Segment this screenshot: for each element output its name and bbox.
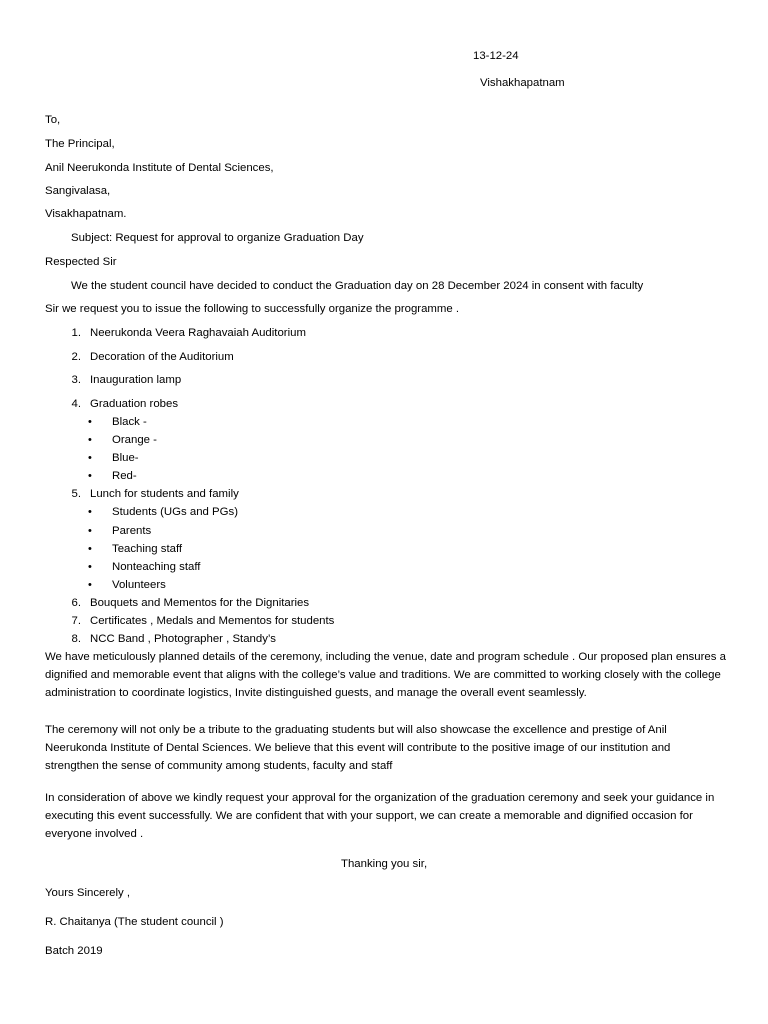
list-number: 5. — [71, 488, 81, 500]
bullet-text: Nonteaching staff — [112, 561, 201, 573]
letter-subject: Subject: Request for approval to organize Graduation Day — [71, 232, 364, 244]
bullet-text: Teaching staff — [112, 543, 183, 555]
bullet-text: Volunteers — [112, 579, 166, 591]
robe-bullet-item — [0, 451, 768, 465]
list-item-text: Certificates , Medals and Mementos for students — [90, 615, 335, 627]
address-line-principal: The Principal, — [45, 138, 115, 150]
list-item — [0, 397, 768, 411]
bullet-icon: • — [88, 543, 92, 555]
letter-salutation: Respected Sir — [45, 256, 117, 268]
robe-bullet-item — [0, 415, 768, 429]
body-paragraph-request: In consideration of above we kindly request your approval for the organization of the graduation ceremony and seek your guidance in executing this event successfully. We are confident that with your support, we can create a memorable and dignified occasion for everyone involved . — [45, 792, 715, 841]
bullet-text: Parents — [112, 525, 152, 537]
lunch-bullet-item — [0, 578, 768, 592]
body-paragraph-plan: We have meticulously planned details of the ceremony, including the venue, date and program schedule . Our proposed plan ensures a dignified and memorable event that aligns with the college’s value and traditions. We are committed to working closely with the college administration to coordinate logistics, Invite distinguished guests, and manage the overall event seamlessly. — [45, 651, 726, 700]
address-to: To, — [45, 114, 61, 126]
intro-line-1: We the student council have decided to conduct the Graduation day on 28 December 2024 in consent with faculty — [71, 280, 644, 292]
list-number: 1. — [71, 327, 81, 339]
list-item-text: Bouquets and Mementos for the Dignitaries — [90, 597, 310, 609]
intro-line-2: Sir we request you to issue the following to successfully organize the programme . — [45, 303, 460, 315]
bullet-icon: • — [88, 579, 92, 591]
closing-thanks: Thanking you sir, — [341, 858, 428, 870]
bullet-icon: • — [88, 416, 92, 428]
list-number: 7. — [71, 615, 81, 627]
signatory-name: R. Chaitanya (The student council ) — [45, 916, 224, 928]
bullet-text: Orange - — [112, 434, 157, 446]
closing-signoff: Yours Sincerely , — [45, 887, 131, 899]
list-item — [0, 326, 768, 340]
list-item — [0, 350, 768, 364]
list-item — [0, 487, 768, 501]
address-line-institute: Anil Neerukonda Institute of Dental Sciences, — [45, 162, 274, 174]
list-number: 4. — [71, 398, 81, 410]
bullet-icon: • — [88, 506, 92, 518]
list-item-text: NCC Band , Photographer , Standy’s — [90, 633, 276, 645]
letter-place: Vishakhapatnam — [480, 77, 565, 89]
list-item — [0, 632, 768, 646]
bullet-icon: • — [88, 525, 92, 537]
lunch-bullet-item — [0, 542, 768, 556]
list-item-text: Neerukonda Veera Raghavaiah Auditorium — [90, 327, 306, 339]
list-number: 6. — [71, 597, 81, 609]
list-item-text: Inauguration lamp — [90, 374, 182, 386]
body-paragraph-tribute: The ceremony will not only be a tribute to the graduating students but will also showcase the excellence and prestige of Anil Neerukonda Institute of Dental Sciences. We believe that this event will contribute to the positive image of our institution and strengthen the sense of community among students, faculty and staff — [45, 724, 671, 773]
letter-date: 13-12-24 — [473, 50, 519, 62]
list-item — [0, 373, 768, 387]
bullet-icon: • — [88, 470, 92, 482]
list-item-text: Lunch for students and family — [90, 488, 239, 500]
lunch-bullet-item — [0, 505, 768, 519]
bullet-text: Black - — [112, 416, 147, 428]
list-item — [0, 614, 768, 628]
bullet-text: Blue- — [112, 452, 139, 464]
lunch-bullet-item — [0, 560, 768, 574]
list-item-text: Graduation robes — [90, 398, 179, 410]
bullet-text: Red- — [112, 470, 137, 482]
address-line-area: Sangivalasa, — [45, 185, 111, 197]
list-number: 2. — [71, 351, 81, 363]
robe-bullet-item — [0, 433, 768, 447]
list-item-text: Decoration of the Auditorium — [90, 351, 234, 363]
bullet-icon: • — [88, 561, 92, 573]
list-item — [0, 596, 768, 610]
list-number: 8. — [71, 633, 81, 645]
bullet-text: Students (UGs and PGs) — [112, 506, 238, 518]
bullet-icon: • — [88, 452, 92, 464]
lunch-bullet-item — [0, 524, 768, 538]
bullet-icon: • — [88, 434, 92, 446]
list-number: 3. — [71, 374, 81, 386]
robe-bullet-item — [0, 469, 768, 483]
address-line-city: Visakhapatnam. — [45, 208, 127, 220]
signatory-batch: Batch 2019 — [45, 945, 103, 957]
